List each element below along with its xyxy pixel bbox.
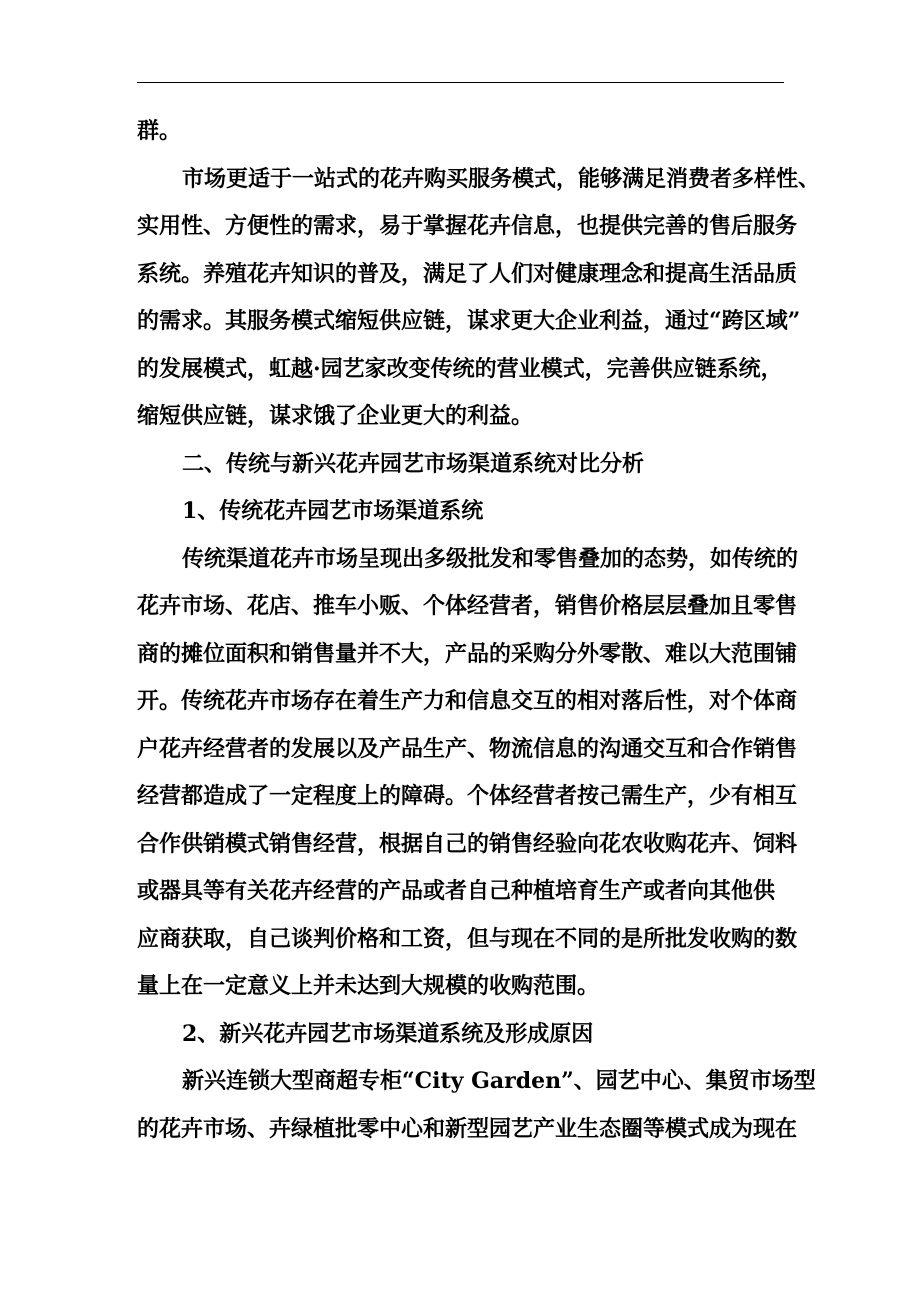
paragraph-line: 花卉市场、花店、推车小贩、个体经营者，销售价格层层叠加且零售 — [137, 593, 798, 619]
paragraph-line: 经营都造成了一定程度上的障碍。个体经营者按己需生产，少有相互 — [137, 783, 798, 809]
paragraph-line: 的花卉市场、卉绿植批零中心和新型园艺产业生态圈等模式成为现在 — [137, 1115, 798, 1142]
paragraph-line: 或器具等有关花卉经营的产品或者自己种植培育生产或者向其他供 — [137, 878, 776, 904]
paragraph-line: 开。传统花卉市场存在着生产力和信息交互的相对落后性，对个体商 — [137, 688, 798, 714]
paragraph-line: 应商获取，自己谈判价格和工资，但与现在不同的是所批发收购的数 — [137, 925, 798, 952]
paragraph-line: 商的摊位面积和销售量并不大，产品的采购分外零散、难以大范围铺 — [137, 640, 798, 667]
paragraph-line: 合作供销模式销售经营，根据自己的销售经验向花农收购花卉、饲料 — [137, 830, 798, 857]
paragraph-line: 户花卉经营者的发展以及产品生产、物流信息的沟通交互和合作销售 — [137, 735, 798, 762]
paragraph-line: 市场更适于一站式的花卉购买服务模式，能够满足消费者多样性、 — [182, 165, 821, 192]
subsection-heading: 2、新兴花卉园艺市场渠道系统及形成原因 — [182, 1020, 594, 1047]
paragraph-line: 群。 — [137, 118, 182, 144]
header-rule — [137, 82, 784, 83]
paragraph-line: 缩短供应链，谋求饿了企业更大的利益。 — [137, 403, 534, 429]
paragraph-line: 实用性、方便性的需求，易于掌握花卉信息，也提供完善的售后服务 — [137, 213, 798, 239]
subsection-heading: 1、传统花卉园艺市场渠道系统 — [182, 498, 484, 524]
paragraph-line: 传统渠道花卉市场呈现出多级批发和零售叠加的态势，如传统的 — [182, 545, 799, 572]
paragraph-line: 系统。养殖花卉知识的普及，满足了人们对健康理念和提高生活品质 — [137, 260, 798, 287]
section-heading: 二、传统与新兴花卉园艺市场渠道系统对比分析 — [182, 450, 645, 477]
paragraph-line: 的发展模式，虹越·园艺家改变传统的营业模式，完善供应链系统， — [137, 355, 783, 382]
paragraph-line: 量上在一定意义上并未达到大规模的收购范围。 — [137, 973, 600, 999]
document-body — [137, 108, 821, 1153]
paragraph-line: 的需求。其服务模式缩短供应链，谋求更大企业利益，通过“跨区域” — [137, 308, 801, 334]
paragraph-line: 新兴连锁大型商超专柜“City Garden”、园艺中心、集贸市场型 — [182, 1068, 816, 1094]
